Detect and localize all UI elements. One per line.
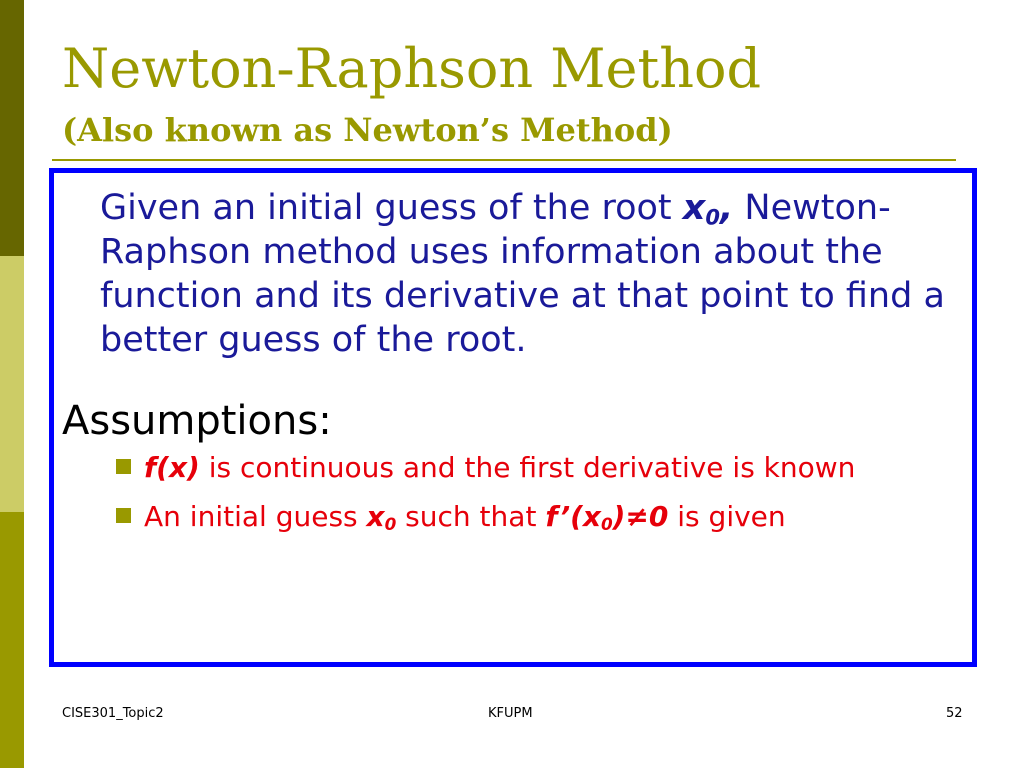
bullet-text: is given <box>668 500 786 533</box>
function-term: f(x) <box>144 451 200 484</box>
left-bar-dark <box>0 0 24 256</box>
footer-course: CISE301_Topic2 <box>62 706 164 721</box>
slide-title: Newton-Raphson Method <box>62 37 762 100</box>
bullet-text: An initial guess <box>144 500 367 533</box>
intro-paragraph <box>100 186 980 362</box>
bullet-text: is continuous and the first derivative is known <box>199 451 856 484</box>
intro-text-2: Newton-Raphson method uses information about the function and its derivative at that point to find a better guess of the root. <box>100 188 945 360</box>
left-bar-mid <box>0 512 24 768</box>
list-item <box>116 499 966 535</box>
assumptions-heading: Assumptions: <box>62 398 332 444</box>
intro-var: $x_0$, <box>682 188 734 230</box>
square-bullet-icon <box>116 459 131 474</box>
bullet-text: such that <box>396 500 546 533</box>
title-divider <box>52 159 956 161</box>
page-number: 52 <box>946 706 963 721</box>
left-bar-light <box>0 256 24 512</box>
list-item <box>116 450 966 486</box>
square-bullet-icon <box>116 508 131 523</box>
initial-guess-var: $x_0$ <box>366 500 397 535</box>
assumptions-list <box>116 450 966 548</box>
slide-subtitle: (Also known as Newton’s Method) <box>62 111 673 149</box>
derivative-condition: $f’(x_0)\ne 0$ <box>545 500 669 535</box>
intro-text-1: Given an initial guess of the root <box>100 188 683 228</box>
footer-institution: KFUPM <box>488 706 533 721</box>
